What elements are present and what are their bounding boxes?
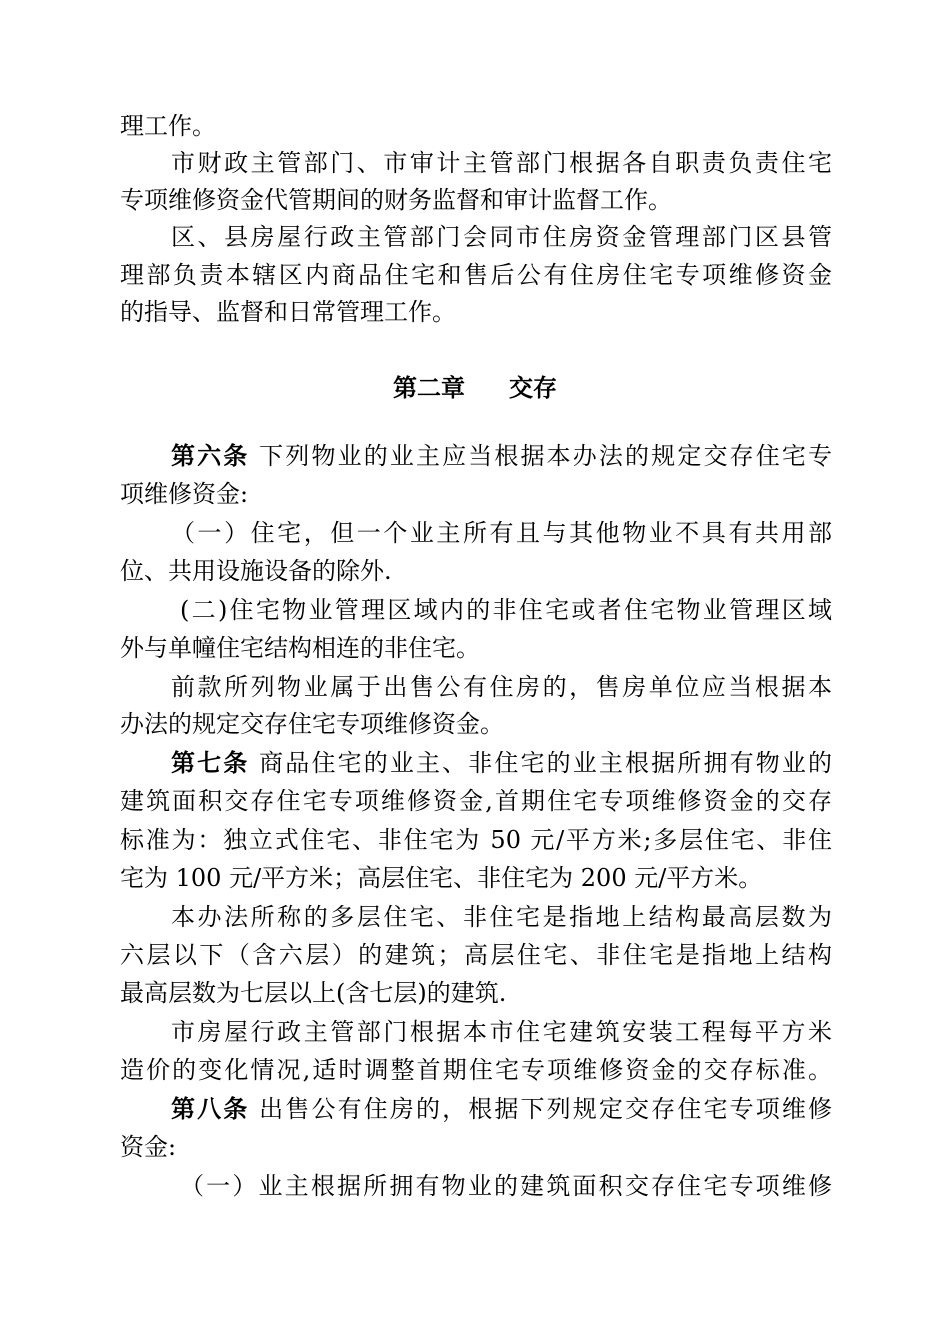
text-segment: 商品住宅的业主、非住宅的业主根据所拥有物业的 [259, 749, 832, 777]
article-8-first-line [171, 1090, 832, 1128]
text-line: 造价的变化情况,适时调整首期住宅专项维修资金的交存标准。 [120, 1056, 832, 1084]
text-line: 理部负责本辖区内商品住宅和售后公有住房住宅专项维修资金 [120, 261, 832, 289]
text-line: 专项维修资金代管期间的财务监督和审计监督工作。 [120, 186, 672, 214]
text-segment: 出售公有住房的，根据下列规定交存住宅专项维修 [259, 1095, 832, 1123]
text-line: 宅为 100 元/平方米；高层住宅、非住宅为 200 元/平方米。 [120, 864, 763, 892]
text-line: （一）业主根据所拥有物业的建筑面积交存住宅专项维修 [180, 1172, 832, 1200]
chapter-name: 交存 [509, 373, 557, 402]
chapter-title [0, 368, 950, 408]
text-line: 市房屋行政主管部门根据本市住宅建筑安装工程每平方米 [171, 1018, 832, 1046]
text-line: 标准为：独立式住宅、非住宅为 50 元/平方米;多层住宅、非住 [120, 826, 832, 854]
article-label: 第七条 [171, 748, 250, 777]
text-line: 市财政主管部门、市审计主管部门根据各自职责负责住宅 [171, 149, 832, 177]
chapter-number: 第二章 [393, 373, 465, 402]
text-line: 外与单幢住宅结构相连的非住宅。 [120, 634, 480, 662]
text-line: 位、共用设施设备的除外. [120, 557, 392, 585]
text-line: 办法的规定交存住宅专项维修资金。 [120, 710, 504, 738]
article-7-first-line [171, 744, 832, 782]
text-line: 前款所列物业属于出售公有住房的，售房单位应当根据本 [171, 673, 832, 701]
text-line: 建筑面积交存住宅专项维修资金,首期住宅专项维修资金的交存 [120, 787, 832, 815]
article-label: 第八条 [171, 1094, 250, 1123]
text-line: 理工作。 [120, 112, 216, 140]
text-line: 最高层数为七层以上(含七层)的建筑. [120, 979, 507, 1007]
text-line: 的指导、监督和日常管理工作。 [120, 298, 456, 326]
text-line: (二)住宅物业管理区域内的非住宅或者住宅物业管理区域 [180, 596, 832, 624]
article-6-first-line [171, 437, 832, 475]
text-line: 资金: [120, 1133, 177, 1161]
article-label: 第六条 [171, 441, 250, 470]
text-line: 本办法所称的多层住宅、非住宅是指地上结构最高层数为 [171, 903, 832, 931]
text-line: 六层以下（含六层）的建筑；高层住宅、非住宅是指地上结构 [120, 941, 832, 969]
text-line: 区、县房屋行政主管部门会同市住房资金管理部门区县管 [171, 223, 832, 251]
text-line: 项维修资金: [120, 480, 249, 508]
text-segment: 下列物业的业主应当根据本办法的规定交存住宅专 [259, 442, 832, 470]
text-line: （一）住宅，但一个业主所有且与其他物业不具有共用部 [171, 519, 832, 547]
